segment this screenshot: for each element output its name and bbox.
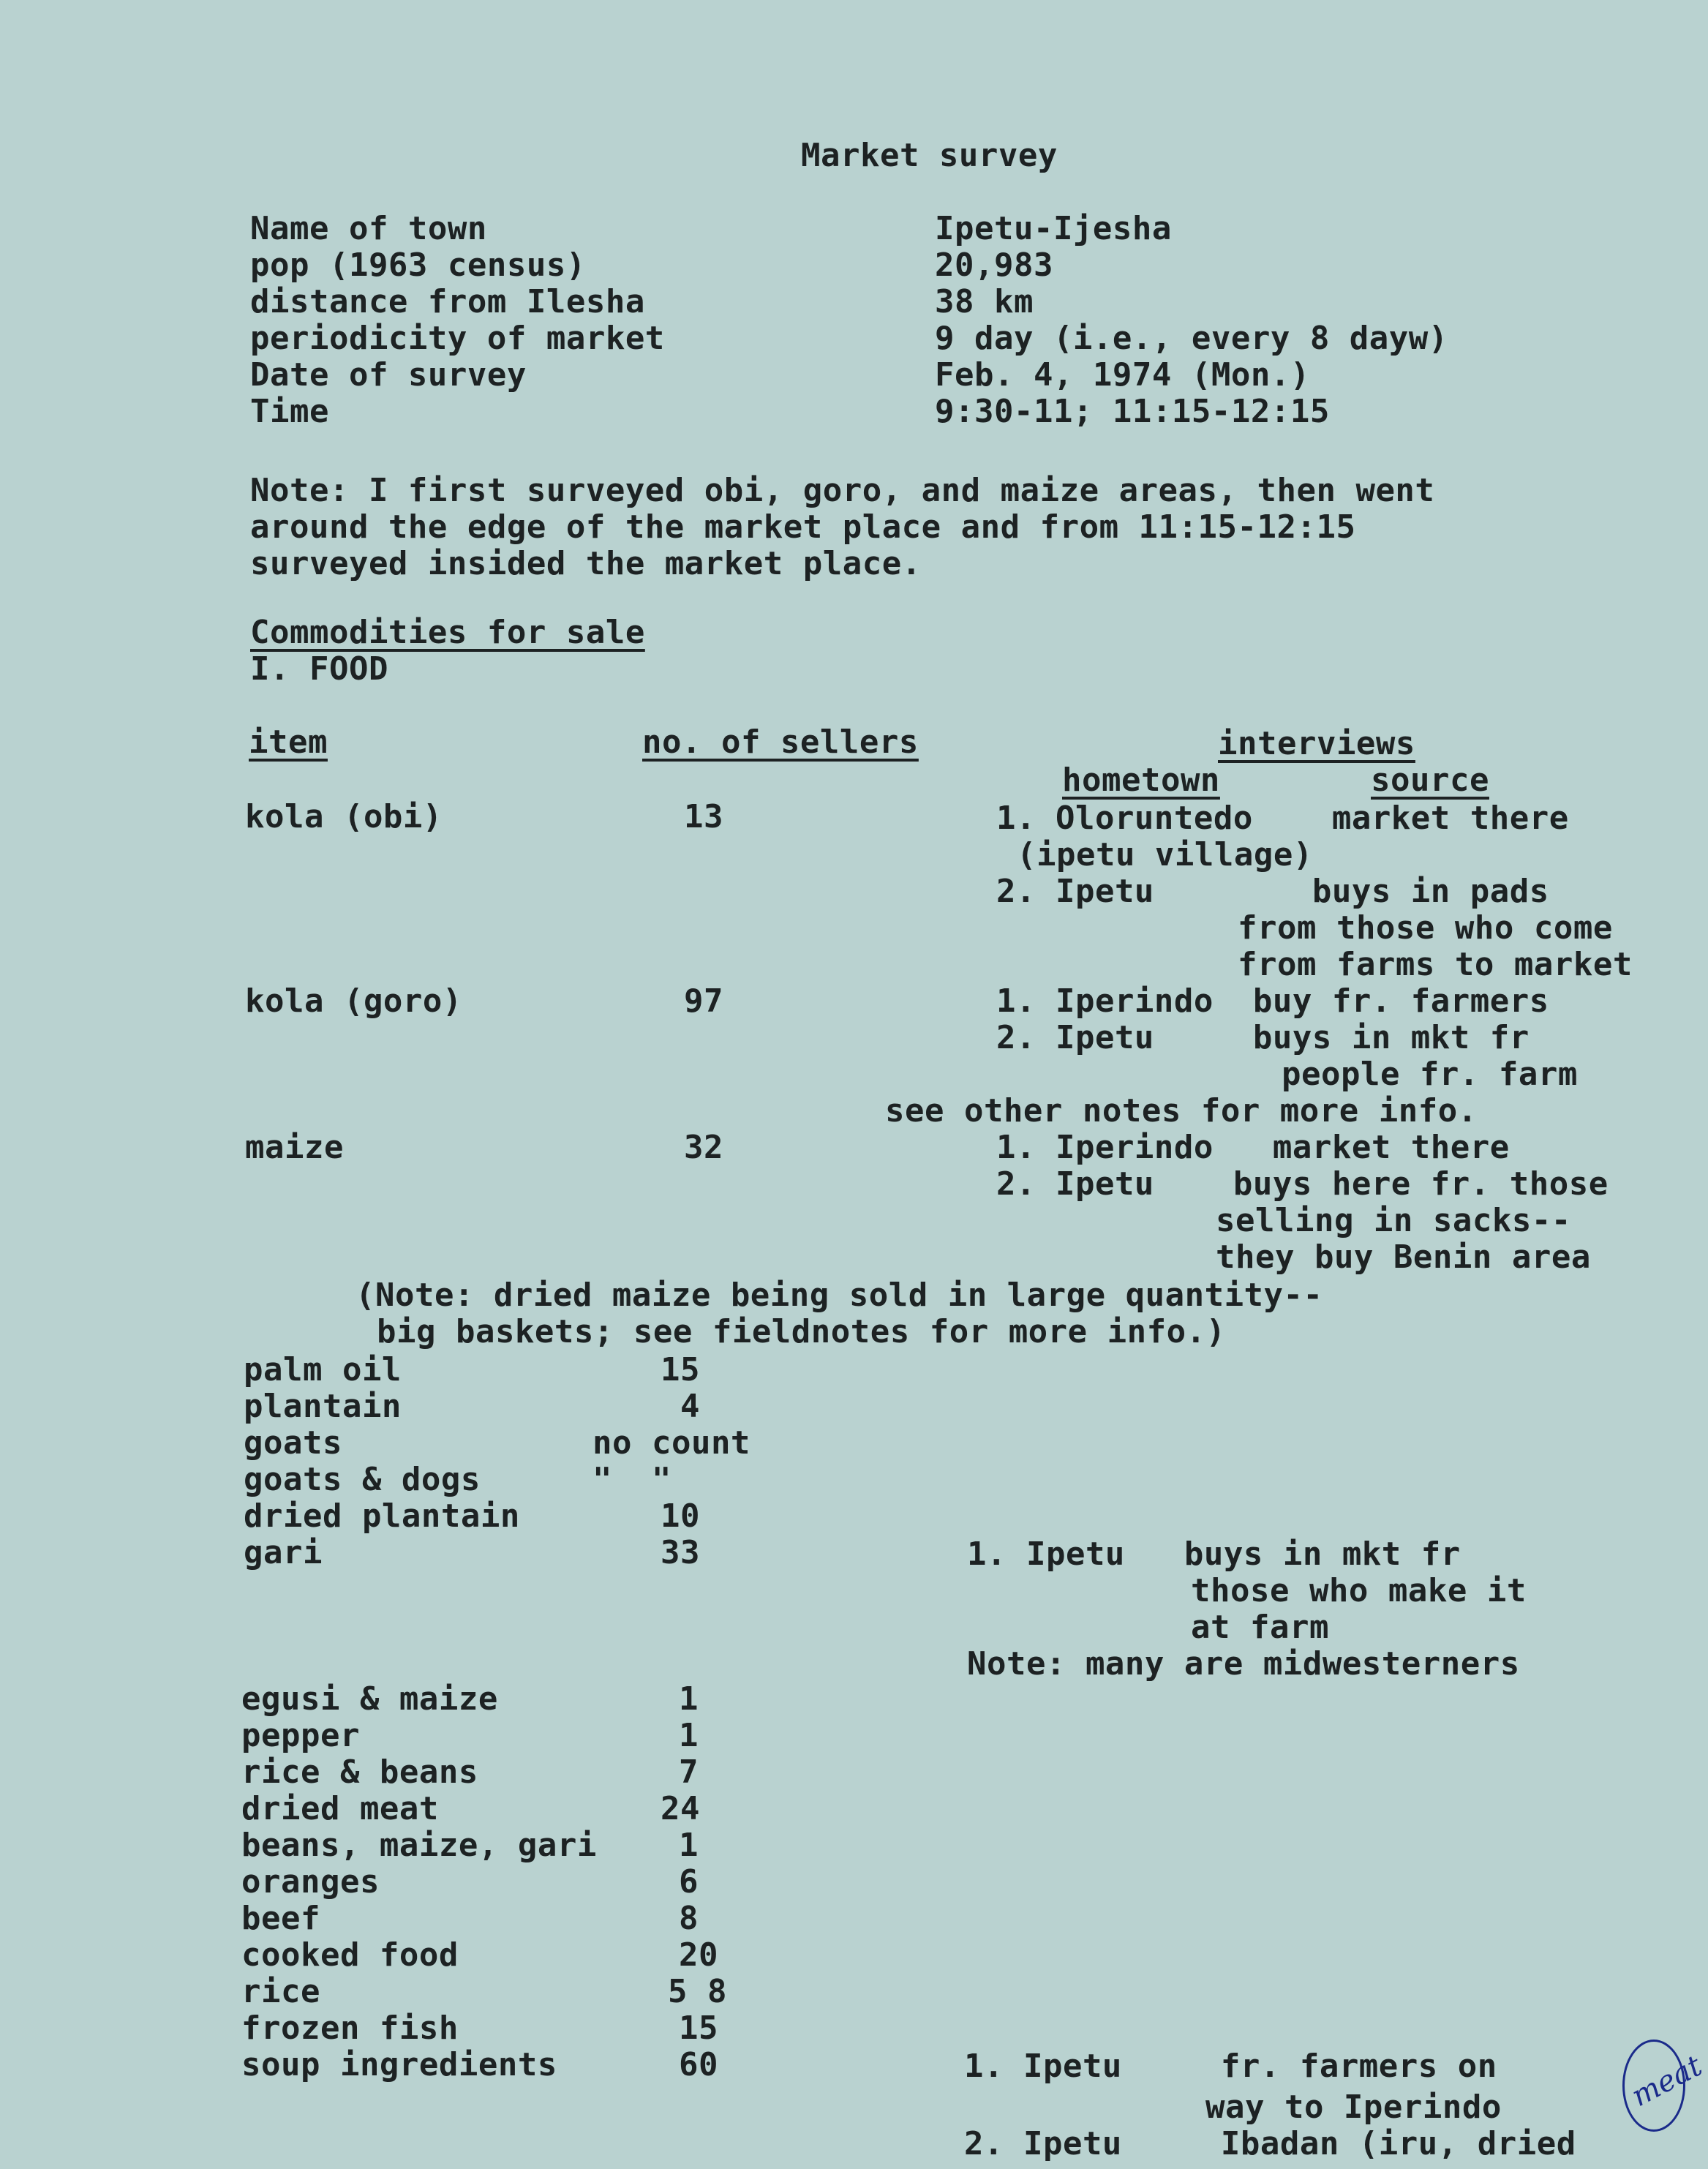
item-name: frozen fish xyxy=(241,2010,459,2047)
header-label: periodicity of market xyxy=(250,320,665,357)
interview-line: selling in sacks-- xyxy=(1216,1202,1571,1239)
column-item: item xyxy=(249,723,328,761)
item-name: goats xyxy=(244,1424,342,1462)
interview-line: they buy Benin area xyxy=(1216,1238,1591,1276)
item-count: 32 xyxy=(684,1129,723,1166)
item-count: 15 xyxy=(679,2010,718,2047)
interview-line: see other notes for more info. xyxy=(885,1092,1478,1129)
item-count: 97 xyxy=(684,982,723,1020)
maize-note: big baskets; see fieldnotes for more info.) xyxy=(377,1313,1226,1350)
section-subtitle: I. FOOD xyxy=(250,650,388,688)
item-name: dried meat xyxy=(241,1790,439,1827)
item-name: kola (goro) xyxy=(245,982,462,1020)
item-name: goats & dogs xyxy=(244,1461,481,1498)
item-name: dried plantain xyxy=(244,1497,520,1535)
handwritten-note: meat xyxy=(1626,2048,1708,2114)
header-label: distance from Ilesha xyxy=(250,283,645,320)
interview-line: (ipetu village) xyxy=(1017,836,1313,873)
item-name: soup ingredients xyxy=(241,2046,557,2083)
item-count: " " xyxy=(592,1461,671,1498)
header-label: Date of survey xyxy=(250,356,527,394)
interview-line: way to Iperindo xyxy=(1205,2089,1502,2126)
item-count: 10 xyxy=(661,1497,700,1535)
note-line: around the edge of the market place and from 11:15-12:15 xyxy=(250,508,1356,546)
interview-line: 1. Ipetu buys in mkt fr xyxy=(967,1535,1461,1573)
item-count: 24 xyxy=(661,1790,700,1827)
column-hometown: hometown xyxy=(1062,762,1220,799)
interview-line: 1. Oloruntedo market there xyxy=(996,800,1569,837)
header-value: 20,983 xyxy=(935,247,1053,284)
header-label: Time xyxy=(250,393,329,430)
note-line: surveyed insided the market place. xyxy=(250,545,922,582)
interview-line: those who make it xyxy=(1191,1572,1527,1609)
header-label: pop (1963 census) xyxy=(250,247,586,284)
interview-line: at farm xyxy=(1191,1609,1329,1646)
item-count: 33 xyxy=(661,1534,700,1571)
header-value: 9 day (i.e., every 8 dayw) xyxy=(935,320,1448,357)
maize-note: (Note: dried maize being sold in large quantity-- xyxy=(355,1277,1323,1314)
item-name: gari xyxy=(244,1534,323,1571)
column-interviews: interviews xyxy=(1218,725,1415,762)
interview-line: Note: many are midwesterners xyxy=(967,1645,1520,1683)
item-name: palm oil xyxy=(244,1351,402,1388)
interview-line: 2. Ipetu buys in pads xyxy=(996,873,1549,910)
item-name: beef xyxy=(241,1900,320,1937)
note-line: Note: I first surveyed obi, goro, and maize areas, then went xyxy=(250,472,1435,509)
item-name: rice xyxy=(241,1973,320,2010)
header-label: Name of town xyxy=(250,210,487,247)
item-count: 8 xyxy=(679,1900,699,1937)
item-count: 7 xyxy=(679,1753,699,1791)
item-count: 13 xyxy=(684,798,723,835)
header-value: 38 km xyxy=(935,283,1034,320)
interview-line: 2. Ipetu buys here fr. those xyxy=(996,1165,1609,1203)
item-count: no count xyxy=(592,1424,750,1462)
header-value: 9:30-11; 11:15-12:15 xyxy=(935,393,1330,430)
item-count: 4 xyxy=(661,1388,700,1425)
item-count: 1 xyxy=(679,1680,699,1718)
item-count: 20 xyxy=(679,1936,718,1974)
item-count: 15 xyxy=(661,1351,700,1388)
interview-line: from farms to market xyxy=(1238,946,1633,983)
item-count: 1 xyxy=(679,1827,699,1864)
interview-line: 1. Iperindo market there xyxy=(996,1129,1510,1166)
column-sellers: no. of sellers xyxy=(642,723,919,761)
interview-line: from those who come xyxy=(1238,909,1613,947)
item-name: plantain xyxy=(244,1388,402,1425)
item-name: rice & beans xyxy=(241,1753,478,1791)
header-value: Ipetu-Ijesha xyxy=(935,210,1172,247)
item-name: oranges xyxy=(241,1863,380,1901)
header-value: Feb. 4, 1974 (Mon.) xyxy=(935,356,1310,394)
section-title: Commodities for sale xyxy=(250,614,645,651)
interview-line: 2. Ipetu buys in mkt fr xyxy=(996,1019,1530,1056)
item-name: pepper xyxy=(241,1717,360,1754)
column-source: source xyxy=(1371,762,1489,799)
item-name: maize xyxy=(245,1129,344,1166)
item-count: 60 xyxy=(679,2046,718,2083)
item-name: beans, maize, gari xyxy=(241,1827,597,1864)
interview-line: 1. Iperindo buy fr. farmers xyxy=(996,982,1549,1020)
item-count: 1 xyxy=(679,1717,699,1754)
item-name: cooked food xyxy=(241,1936,459,1974)
item-name: egusi & maize xyxy=(241,1680,498,1718)
interview-line: 2. Ipetu Ibadan (iru, dried xyxy=(964,2125,1576,2162)
page-title: Market survey xyxy=(801,137,1058,174)
interview-line: people fr. farm xyxy=(1282,1056,1578,1093)
item-name: kola (obi) xyxy=(245,798,443,835)
item-count: 5 8 xyxy=(668,1973,727,2010)
interview-line: 1. Ipetu fr. farmers on xyxy=(964,2048,1497,2085)
item-count: 6 xyxy=(679,1863,699,1901)
